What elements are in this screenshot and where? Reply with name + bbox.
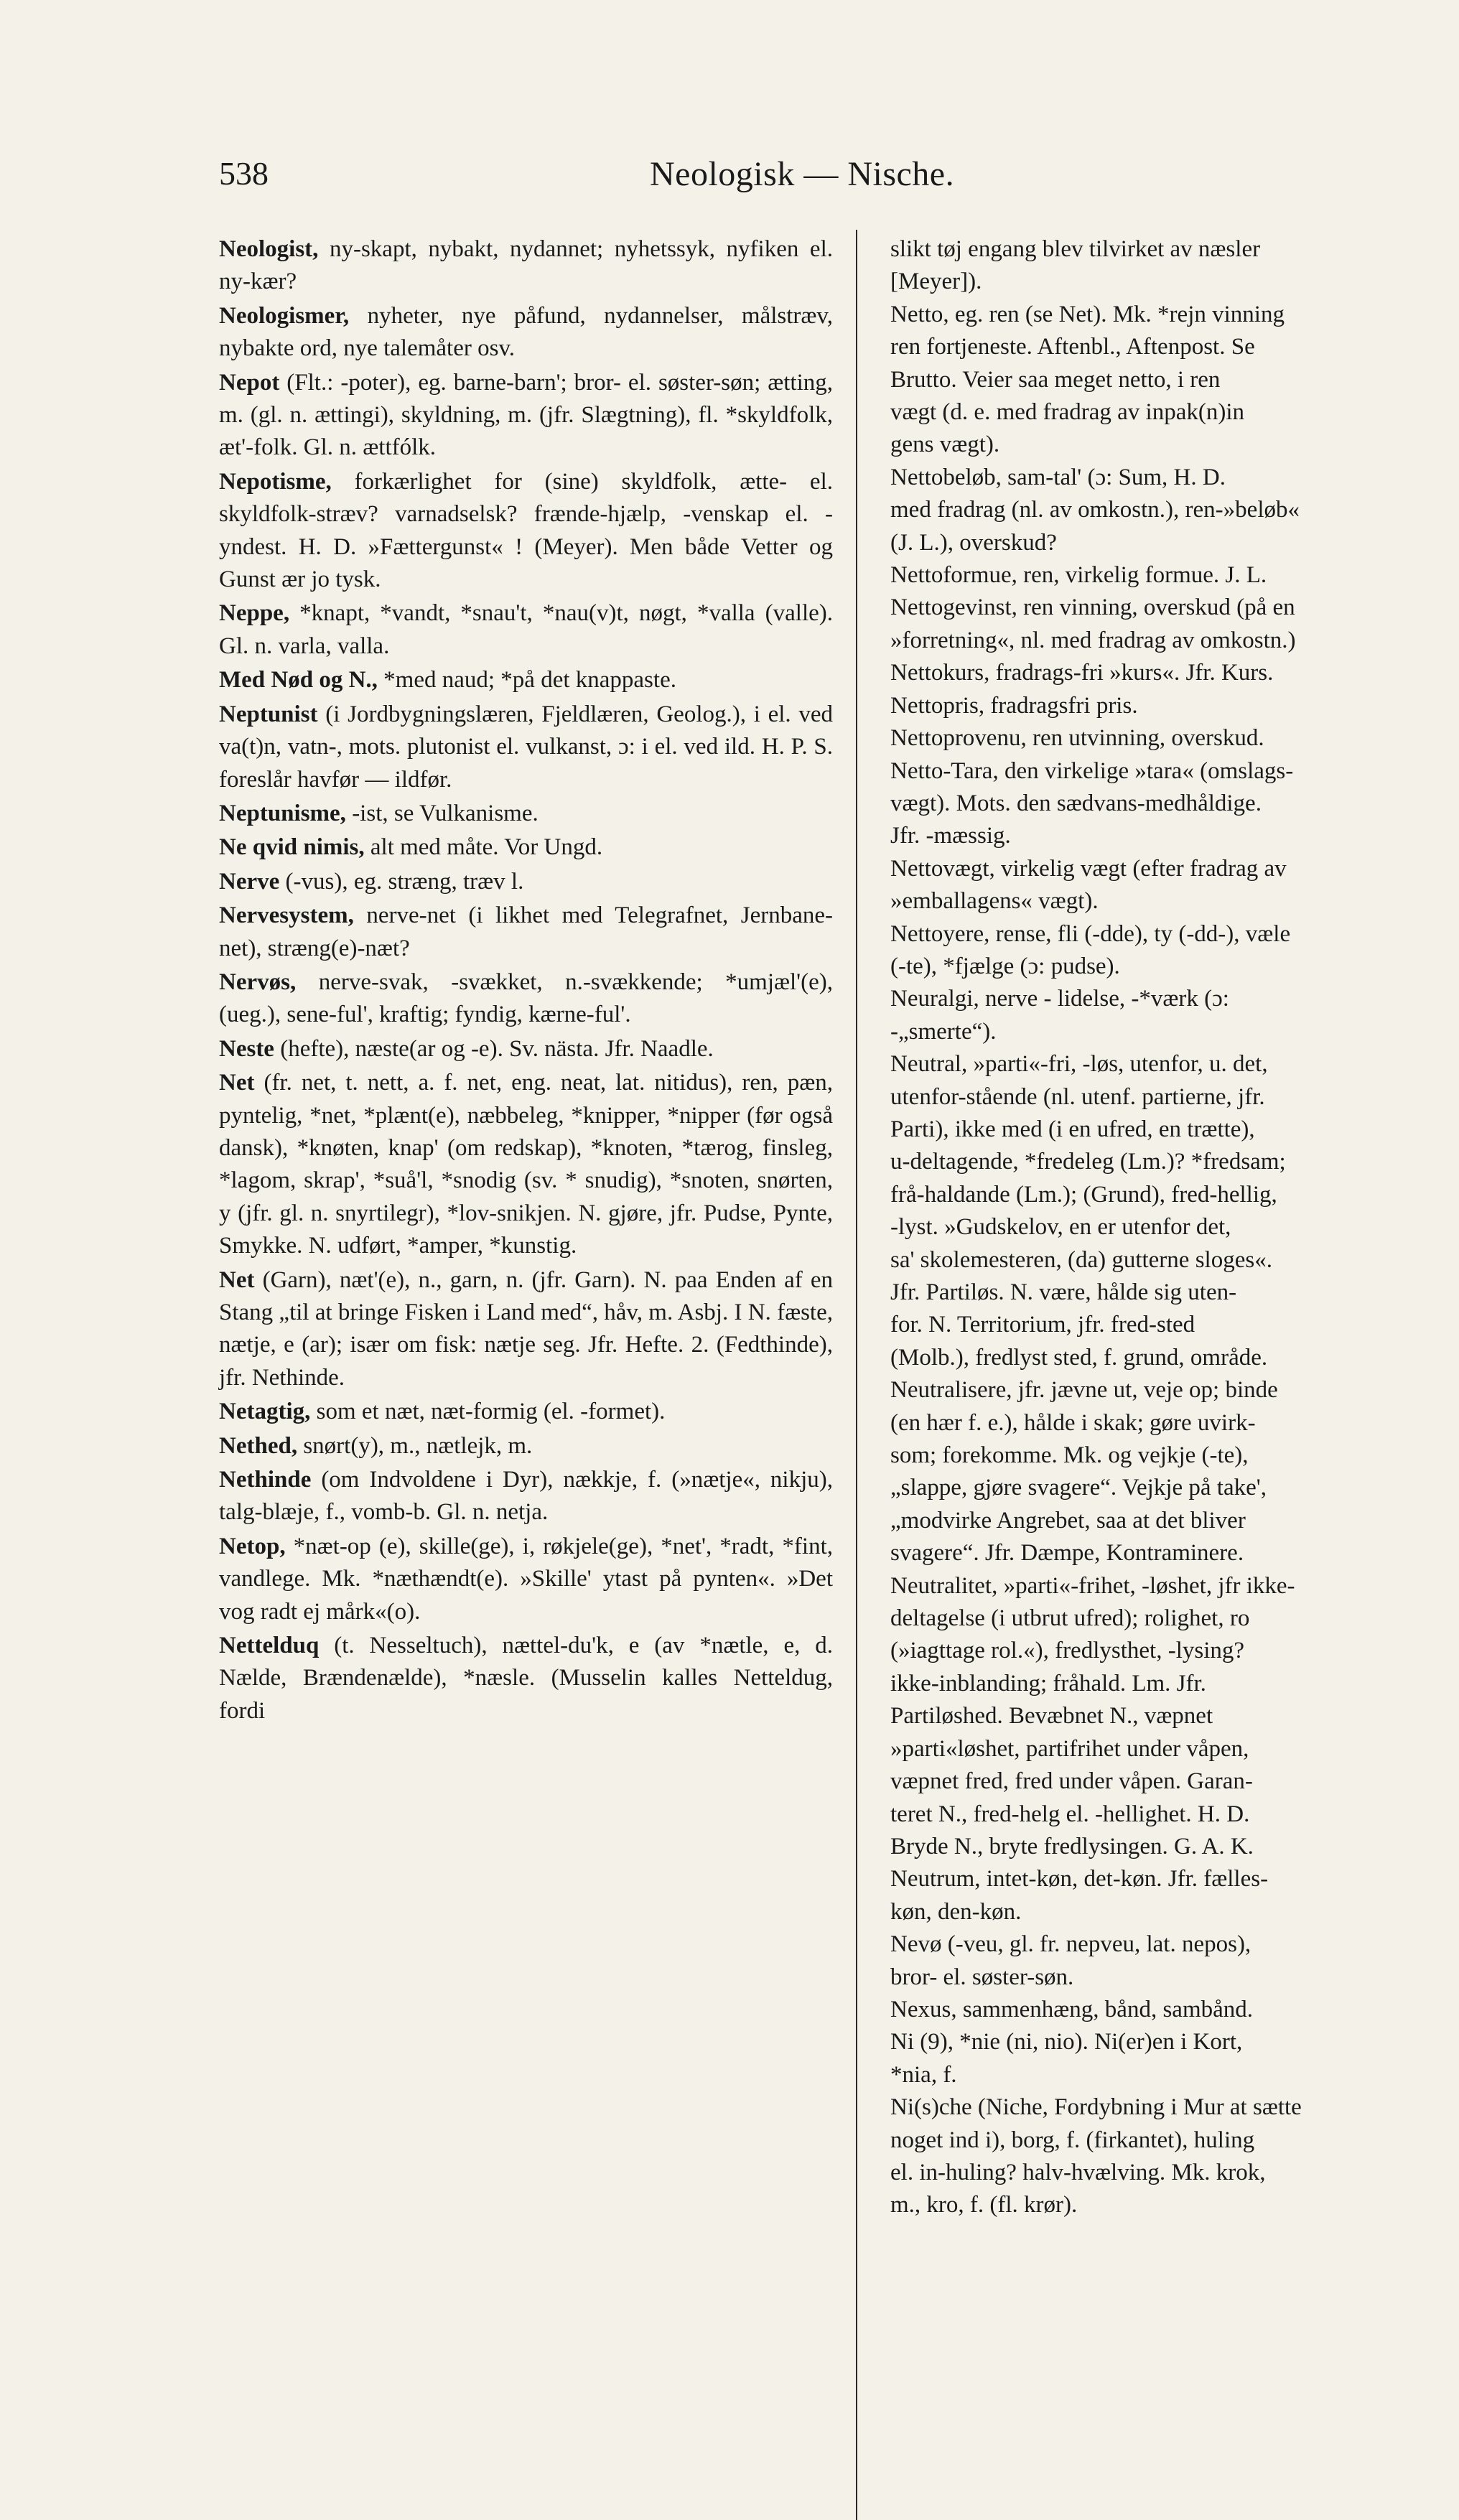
entry-headword: Net (219, 1266, 255, 1293)
text-line: Nettopris, fradragsfri pris. (890, 692, 1138, 719)
text-line: u-deltagende, *fredeleg (Lm.)? *fredsam; (890, 1149, 1286, 1175)
text-line: (-te), *fjælge (ɔ: pudse). (890, 953, 1120, 979)
dictionary-entry (219, 1531, 833, 1628)
entry-headword: Neppe, (219, 600, 290, 627)
text-line: Neutralitet, »parti«-frihet, -løshet, jfr ikke- (890, 1572, 1295, 1599)
entry-definition: (t. Nesseltuch), nættel-du'k, e (av *nætle, e, d. Nælde, Brændenælde), *næsle. (Musselin kalles Netteldug, fordi (219, 1633, 834, 1724)
entry-headword: Neptunisme, (219, 800, 346, 826)
entry-definition: (fr. net, t. nett, a. f. net, eng. neat, lat. nitidus), ren, pæn, pyntelig, *net, *plænt(e), næbbeleg, *knipper, *nipper (før også dansk), *knøten, knap' (om redskap), *knoten, *tærog, finsleg, *lagom, skrap', *suå'l, *snodig (sv. * snudig), *snoten, snørten, y (jfr. gl. n. snyrtilegr), *lov-snikjen. N. gjøre, jfr. Pudse, Pynte, Smykke. N. udført, *amper, *kunstig. (219, 1070, 834, 1259)
text-line: deltagelse (i utbrut ufred); rolighet, ro (890, 1605, 1250, 1632)
entry-definition: (hefte), næste(ar og -e). Sv. nästa. Jfr. Naadle. (280, 1035, 714, 1062)
text-line: Netto-Tara, den virkelige »tara« (omslags- (890, 757, 1294, 784)
entry-definition: snørt(y), m., nætlejk, m. (303, 1432, 533, 1459)
text-line: med fradrag (nl. av omkostn.), ren-»beløb« (890, 497, 1300, 523)
text-line: Jfr. -mæssig. (890, 823, 1011, 849)
text-line: Nettokurs, fradrags-fri »kurs«. Jfr. Kurs. (890, 660, 1274, 686)
entry-definition: forkærlighet for (sine) skyldfolk, ætte- el. skyldfolk-stræv? varnadselsk? frænde-hjælp, -venskap el. -yndest. H. D. »Fættergunst« ! (Meyer). Men både Vetter og Gunst ær jo tysk. (219, 468, 833, 593)
text-line: Neuralgi, nerve - lidelse, -*værk (ɔ: (890, 986, 1229, 1012)
dictionary-entry (219, 367, 833, 465)
text-line: Nettoprovenu, ren utvinning, overskud. (890, 725, 1264, 752)
entry-definition: (om Indvoldene i Dyr), nækkje, f. (»nætje«, nikju), talg-blæje, f., vomb-b. Gl. n. netja. (219, 1467, 834, 1526)
text-line: Neutrum, intet-køn, det-køn. Jfr. fælles- (890, 1866, 1269, 1893)
text-line: Nevø (-veu, gl. fr. nepveu, lat. nepos), (890, 1931, 1251, 1958)
text-line: for. N. Territorium, jfr. fred-sted (890, 1312, 1195, 1338)
text-line: (en hær f. e.), hålde i skak; gøre uvirk- (890, 1409, 1256, 1436)
dictionary-entry (219, 664, 833, 696)
text-line: bror- el. søster-søn. (890, 1964, 1074, 1990)
text-line: Nettobeløb, sam-tal' (ɔ: Sum, H. D. (890, 464, 1226, 490)
page-header (219, 154, 1454, 205)
entry-headword: Net (219, 1070, 255, 1096)
entry-headword: Neptunist (219, 701, 318, 727)
running-title: Neologisk — Nische. (650, 155, 955, 193)
entry-headword: Nervesystem, (219, 902, 354, 929)
text-line: Ni (9), *nie (ni, nio). Ni(er)en i Kort, (890, 2029, 1243, 2055)
text-line: (»iagttage rol.«), fredlysthet, -lysing? (890, 1638, 1245, 1664)
text-line: slikt tøj engang blev tilvirket av næsler (890, 236, 1261, 262)
text-line: utenfor-stående (nl. utenf. partierne, jfr. (890, 1083, 1265, 1110)
text-line: Nettovægt, virkelig vægt (efter fradrag av (890, 855, 1287, 882)
entry-headword: Nethinde (219, 1467, 312, 1493)
text-line: Neutralisere, jfr. jævne ut, veje op; binde (890, 1377, 1278, 1404)
entry-headword: Neologismer, (219, 302, 350, 329)
text-line: »forretning«, nl. med fradrag av omkostn.) (890, 627, 1296, 653)
entry-definition: *næt-op (e), skille(ge), i, røkjele(ge), *net', *radt, *fint, vandlege. Mk. *næthændt(e). »Skille' ytast på pynten«. »Det vog radt ej mårk«(o). (219, 1533, 833, 1625)
text-line: „modvirke Angrebet, saa at det bliver (890, 1507, 1246, 1534)
entry-definition: (i Jordbygningslæren, Fjeldlæren, Geolog.), i el. ved va(t)n, vatn-, mots. plutonist el. vulkanst, ɔ: i el. ved ild. H. P. S. foreslår havfør — ildfør. (219, 701, 833, 793)
text-line: Nettoformue, ren, virkelig formue. J. L. (890, 562, 1267, 589)
entry-definition: *med naud; *på det knappaste. (383, 667, 676, 694)
text-line: m., kro, f. (fl. krør). (890, 2192, 1078, 2218)
entry-headword: Neste (219, 1035, 274, 1062)
text-line: køn, den-køn. (890, 1898, 1022, 1925)
entry-definition: som et næt, næt-formig (el. -formet). (316, 1399, 666, 1425)
entry-headword: Nerve (219, 868, 280, 895)
dictionary-entry (219, 466, 833, 597)
text-line: ren fortjeneste. Aftenbl., Aftenpost. Se (890, 334, 1255, 360)
entry-headword: Nepot (219, 369, 280, 396)
entry-headword: Nepotisme, (219, 468, 332, 495)
dictionary-entry (219, 1464, 833, 1529)
text-line: Neutral, »parti«-fri, -løs, utenfor, u. det, (890, 1051, 1268, 1078)
text-line: Nettogevinst, ren vinning, overskud (på en (890, 594, 1295, 621)
entry-definition: (-vus), eg. stræng, træv l. (285, 868, 524, 895)
text-line: Parti), ikke med (i en ufred, en trætte), (890, 1116, 1255, 1142)
dictionary-entry (219, 1630, 833, 1727)
text-line: (J. L.), overskud? (890, 529, 1057, 556)
text-line: sa' skolemesteren, (da) gutterne sloges«. (890, 1246, 1272, 1273)
dictionary-entry (219, 1396, 833, 1428)
entry-definition: nerve-svak, -svækket, n.-svækkende; *umjæl'(e), (ueg.), sene-ful', kraftig; fyndig, kærne-ful'. (219, 969, 834, 1028)
entry-definition: nyheter, nye påfund, nydannelser, målstræv, nybakte ord, nye talemåter osv. (219, 302, 833, 362)
text-line: noget ind i), borg, f. (firkantet), huling (890, 2127, 1255, 2153)
page-number: 538 (219, 155, 269, 192)
entry-definition: nerve-net (i likhet med Telegrafnet, Jernbane-net), stræng(e)-næt? (219, 902, 834, 961)
text-line: Ni(s)che (Niche, Fordybning i Mur at sætte (890, 2094, 1302, 2121)
dictionary-entry (219, 699, 833, 796)
text-line: teret N., fred-helg el. -hellighet. H. D. (890, 1801, 1250, 1827)
text-line: »emballagens« vægt). (890, 888, 1099, 915)
text-line: svagere“. Jfr. Dæmpe, Kontraminere. (890, 1540, 1244, 1567)
text-line: væpnet fred, fred under våpen. Garan- (890, 1768, 1253, 1795)
dictionary-entry (219, 866, 833, 898)
entry-definition: alt med måte. Vor Ungd. (370, 834, 603, 861)
text-line: Netto, eg. ren (se Net). Mk. *rejn vinning (890, 301, 1285, 327)
text-line: Partiløshed. Bevæbnet N., væpnet (890, 1703, 1213, 1730)
entry-definition: -ist, se Vulkanisme. (352, 800, 539, 826)
dictionary-entry (219, 233, 833, 299)
entry-headword: Nervøs, (219, 969, 297, 995)
entry-definition: ny-skapt, nybakt, nydannet; nyhetssyk, nyfiken el. ny-kær? (219, 236, 833, 295)
dictionary-entry (219, 831, 833, 864)
entry-definition: (Garn), næt'(e), n., garn, n. (jfr. Garn). N. paa Enden af en Stang „til at bringe Fisken i Land med“, håv, m. Asbj. I N. fæste, nætje, e (ar); især om fisk: nætje seg. Jfr. Hefte. 2. (Fedthinde), jfr. Nethinde. (219, 1266, 833, 1391)
entry-headword: Nethed, (219, 1432, 298, 1459)
dictionary-entry (219, 798, 833, 830)
text-line: gens vægt). (890, 431, 1000, 458)
dictionary-entry (219, 966, 833, 1032)
text-line: Nexus, sammenhæng, bånd, sambånd. (890, 1996, 1254, 2022)
column-divider (856, 230, 857, 2520)
text-line: (Molb.), fredlyst sted, f. grund, område. (890, 1344, 1268, 1371)
entry-headword: Netagtig, (219, 1399, 311, 1425)
dictionary-entry (219, 900, 833, 965)
text-line: [Meyer]). (890, 269, 982, 295)
text-line: Brutto. Veier saa meget netto, i ren (890, 366, 1221, 393)
dictionary-entry (219, 597, 833, 663)
entry-headword: Nettelduq (219, 1633, 320, 1659)
text-line: vægt). Mots. den sædvans-medhåldige. (890, 790, 1262, 816)
text-line: »parti«løshet, partifrihet under våpen, (890, 1735, 1249, 1762)
text-line: Jfr. Partiløs. N. være, hålde sig uten- (890, 1279, 1237, 1305)
text-line: vægt (d. e. med fradrag av inpak(n)in (890, 399, 1245, 426)
dictionary-entry (219, 1430, 833, 1462)
entry-headword: Netop, (219, 1533, 286, 1559)
text-line: ikke-inblanding; fråhald. Lm. Jfr. (890, 1670, 1206, 1697)
text-line: el. in-huling? halv-hvælving. Mk. krok, (890, 2159, 1266, 2185)
dictionary-entry (219, 300, 833, 365)
dictionary-entry (219, 1033, 833, 1065)
entry-headword: Ne qvid nimis, (219, 834, 365, 861)
text-line: „slappe, gjøre svagere“. Vejkje på take', (890, 1475, 1267, 1501)
left-column (219, 233, 833, 1729)
text-line: Nettoyere, rense, fli (-dde), ty (-dd-), væle (890, 920, 1291, 947)
dictionary-entry (219, 1264, 833, 1395)
text-line: Bryde N., bryte fredlysingen. G. A. K. (890, 1833, 1254, 1859)
entry-definition: *knapt, *vandt, *snau't, *nau(v)t, nøgt, *valla (valle). Gl. n. varla, valla. (219, 600, 834, 659)
entry-headword: Neologist, (219, 236, 319, 262)
text-line: som; forekomme. Mk. og vejkje (-te), (890, 1442, 1249, 1469)
text-line: *nia, f. (890, 2061, 957, 2088)
entry-definition: (Flt.: -poter), eg. barne-barn'; bror- el. søster-søn; ætting, m. (gl. n. ættingi), skyldning, m. (jfr. Slægtning), fl. *skyldfolk, æt'-folk. Gl. n. ættfólk. (219, 369, 834, 461)
text-line: -lyst. »Gudskelov, en er utenfor det, (890, 1214, 1231, 1241)
entry-headword: Med Nød og N., (219, 667, 378, 694)
text-line: frå-haldande (Lm.); (Grund), fred-hellig, (890, 1181, 1277, 1208)
right-column (890, 233, 1458, 2222)
dictionary-entry (219, 1067, 833, 1262)
text-line: -„smerte“). (890, 1018, 997, 1045)
